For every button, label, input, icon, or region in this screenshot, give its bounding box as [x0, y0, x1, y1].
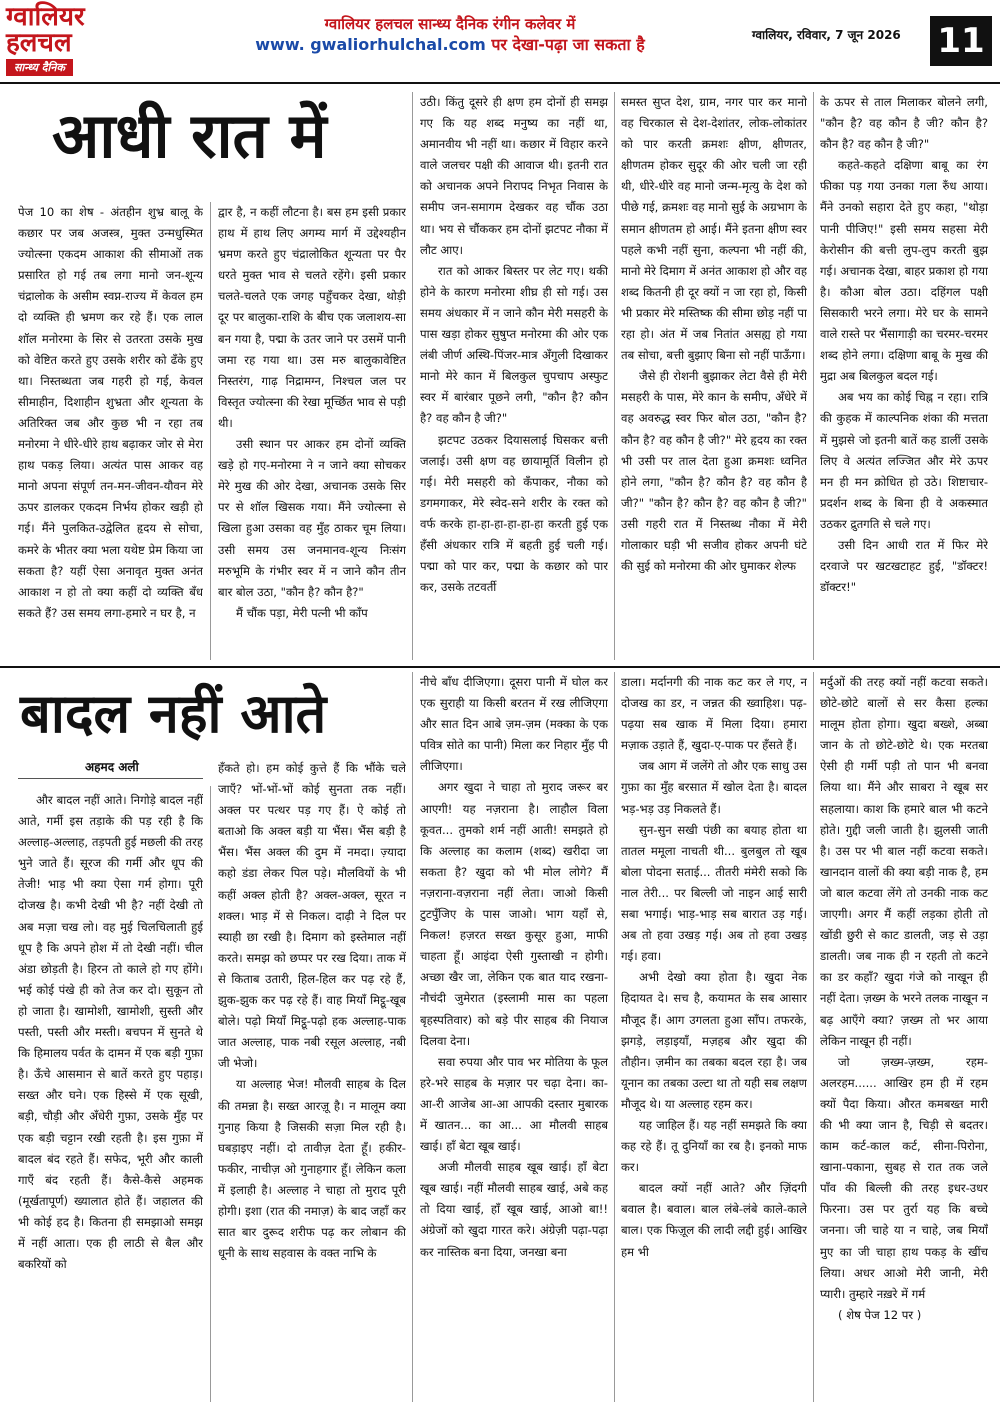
story1-col2-text: द्वार है, न कहीं लौटना है। बस हम इसी प्रकार हाथ में हाथ लिए अगम्य मार्ग में उद्देश्यहीन भ्रमण करते हुए चंद्रालोकित शून्यता पर पैर धरते मुक्त भाव से चलते रहेंगे। इसी प्रकार चलते-चलते एक जगह पहुँचकर देखा, थोड़ी दूर पर बालुका-राशि के बीच एक जलाशय-सा बन गया है, पद्मा के उतर जाने पर उसमें पानी जमा रह गया था। उस मरु बालुकावेष्टित निस्तरंग, गाढ़ निद्रामग्न, निश्चल जल पर विस्तृत ज्योत्स्ना की रेखा मूर्च्छित भाव से पड़ी थी। — [218, 205, 406, 430]
story2-headline: बादल नहीं आते — [20, 682, 327, 745]
logo-line2: हलचल — [6, 28, 72, 58]
column-divider — [412, 92, 413, 660]
story2-col4-para2: जब आग में जलेंगे तो और एक साधु उस गुफ़ा का मुँह बरसात में खोल देता है। बादल भड़-भड़ उड़ निकलते हैं। — [621, 759, 807, 816]
story1-col5-para4: उसी दिन आधी रात में फिर मेरे दरवाजे पर खटखटाहट हुई, "डॉक्टर! डॉक्टर!" — [820, 537, 988, 595]
column-divider — [813, 672, 814, 1402]
story2-column-5 — [820, 672, 988, 1402]
logo-tagline: सान्ध्य दैनिक — [6, 59, 73, 76]
story2-col4-para5: यह जाहिल हैं। यह नहीं समझते कि क्या कह रहे हैं। तू दुनियाँ का रब है। इनको माफ कर। — [621, 1117, 807, 1175]
story2-col3-text: नीचे बाँध दीजिएगा। दूसरा पानी में घोल कर एक सुराही या किसी बरतन में रख लीजिएगा और सात दिन आबे ज़म-ज़म (मक्का के एक पवित्र सोते का पानी) मिला कर निहार मुँह पी लीजिएगा। — [420, 675, 608, 774]
logo-line1: ग्वालियर — [6, 2, 85, 32]
story2-column-4 — [621, 672, 807, 1402]
story1-col2-para3: मैं चौंक पड़ा, मेरी पत्नी भी काँप — [236, 605, 368, 620]
story1-col3-para2: रात को आकर बिस्तर पर लेट गए। थकी होने के कारण मनोरमा शीघ्र ही सो गई। उस समय अंधकार में न जाने कौन मेरी मसहरी के पास खड़ा होकर सुषुप्त मनोरमा की ओर एक लंबी जीर्ण अस्थि-पिंजर-मात्र अँगुली दिखाकर मानो मेरे कान में बिलकुल चुपचाप अस्फुट स्वर में बारंबार पूछने लगी, "कौन है? कौन है? वह कौन है जी?" — [420, 263, 608, 426]
story1-col5-para3: अब भय का कोई चिह्न न रहा। रात्रि की कुहक में काल्पनिक शंका की मत्तता में मुझसे जो इतनी बातें कह डालीं उसके लिए वे अत्यंत लज्जित और मेरे ऊपर मन ही मन क्रोधित हो उठे। शिष्टाचार-प्रदर्शन शब्द के बिना ही वे अकस्मात उठकर द्रुतगति से चले गए। — [820, 390, 988, 531]
story2-col4-para4: अभी देखो क्या होता है। खुदा नेक हिदायत दे। सच है, कयामत के सब आसार मौजूद हैं। आग उगलता हुआ साँप। तफरके, झगड़े, लड़ाइयाँ, मज़हब और खुदा की तौहीन। ज़मीन का तबका बदल रहा है। जब यूनान का तबका उल्टा था तो यही सब लक्षण मौजूद थे। या अल्लाह रहम कर। — [621, 970, 807, 1111]
column-divider — [412, 672, 413, 1402]
story1-col5-para2: कहते-कहते दक्षिणा बाबू का रंग फीका पड़ गया उनका गला रुँध आया। मैंने उनको सहारा देते हुए कहा, "थोड़ा पानी पीजिए!" इसी समय सहसा मेरी केरोसीन की बत्ती लुप-लुप करती बुझ गई। अचानक देखा, बाहर प्रकाश हो गया है। कौआ बोल उठा। दहिंगल पक्षी सिसकारी भरने लगा। मेरे घर के सामने वाले रास्ते पर भैंसागाड़ी का चरमर-चरमर शब्द होने लगा। दक्षिणा बाबू के मुख की मुद्रा अब बिलकुल बदल गई। — [820, 158, 988, 384]
story1-column-5 — [820, 92, 988, 660]
story2-col3-para3: सवा रुपया और पाव भर मोतिया के फूल हरे-भरे साहब के मज़ार पर चढ़ा देना। का-आ-री आजेब आ-आ आपकी दस्तार मुबारक में खातन... का आ... आ मौलवी साहब खाई। हाँ बेटा खूब खाई। — [420, 1054, 608, 1154]
column-divider — [210, 786, 211, 1402]
story1-col3-text: उठी। किंतु दूसरे ही क्षण हम दोनों ही समझ गए कि यह शब्द मनुष्य का नहीं था, अमानवीय भी नहीं था। कछार में विहार करने वाले जलचर पक्षी की आवाज थी। इतनी रात को अचानक अपने निरापद निभृत निवास के समीप जन-समागम देखकर वह चौंक उठा था। भय से चौंककर हम दोनों झटपट नौका में लौट आए। — [420, 95, 608, 257]
story2-col2-text: हँकते हो। हम कोई कुत्ते हैं कि भौंके चले जाएँ? भों-भों-भों कोई सुनता तक नहीं। अक्ल पर पत्थर पड़ गए हैं। ऐ कोई तो बताओ कि अक्ल बड़ी या भैंस। भैंस बड़ी है भैंस। भैंस अक्ल की दुम में नमदा। ज़्यादा कहो डंडा लेकर पिल पड़े। मौलवियों के भी कहीं अक्ल होती है? अक्ल-अक्ल, सूरत न शक्ल। भाड़ में से निकल। दाढ़ी ने दिल पर स्याही छा रखी है। दिमाग को इस्तेमाल नहीं करते। समझ को छप्पर पर रख दिया। ताक में से किताब उतारी, हिल-हिल कर पढ़ रहे हैं, झुक-झुक कर पढ़ रहे हैं। वाह मियाँ मिट्ठू-खूब बोले। पढ़ो मियाँ मिट्ठू-पढ़ो हक अल्लाह-पाक जात अल्लाह, पाक नबी रसूल अल्लाह, नबी जी भेजो। — [218, 761, 406, 1071]
story2-column-3 — [420, 672, 608, 1402]
story2-col4-para3: सुन-सुन सखी पंछी का बयाह होता था तातल ममूला नाचती थी... बुलबुल तो खूब बोला पोदना सताई... तीतरी मंमेरी सको कि नाल तेरी... पर बिल्ली जो नाइन आई सारी सबा भगाई। भाड़-भाड़ सब बारात उड़ गई। अब तो हवा उखड़ गई। अब तो हवा उखड़ गई। हवा। — [621, 822, 807, 964]
story2-col4-text: डाला। मर्दानगी की नाक कट कर ले गए, न दोजख का डर, न जन्नत की ख्वाहिश। पढ़-पढ़या सब खाक में मिला दिया। हमारा मज़ाक उड़ाते हैं, खुदा-ए-पाक पर हँसते हैं। — [621, 675, 807, 753]
story2-column-2 — [218, 758, 406, 1402]
column-divider — [614, 672, 615, 1402]
page-number: 11 — [930, 16, 992, 66]
story2-col5-para2: जो ज़ख्म-ज़ख्म, रहम-अलरहम...... आखिर हम ही में रहम क्यों पैदा किया। औरत कमबख्त मारी की भी क्या जान है, चिड़ी से बदतर। काम कर्ट-काल कर्ट, सीना-पिरोना, खाना-पकाना, सुबह से रात तक जले पाँव की बिल्ली की तरह इधर-उधर फिरना। उस पर तुर्रा यह कि बच्चे जनना। जी चाहे या न चाहे, जब मियाँ मुए का जी चाहा हाथ पकड़ के खींच लिया। अधर आओ मेरी जानी, मेरी प्यारी। तुम्हारे नख़रे में गर्म — [820, 1054, 988, 1301]
masthead — [0, 0, 1000, 82]
story2-col2-para2: या अल्लाह भेज! मौलवी साहब के दिल की तमन्ना है। सख्त आरज़ू है। न मालूम क्या गुनाह किया है जिसकी सज़ा मिल रही है। घबड़ाइए नहीं। दो तावीज़ देता हूँ। हकीर-फकीर, नाचीज़ ओ गुनाहगार हूँ। लेकिन कला में इलाही है। अल्लाह ने चाहा तो मुराद पूरी होगी। इशा (रात की नमाज़) के बाद जहाँ कर सात बार दुरूद शरीफ पढ़ कर लोबान की धूनी के साथ सहवास के वक्त नाभि के — [218, 1077, 406, 1261]
promo-line2 — [170, 34, 730, 56]
story1-col3-para3: झटपट उठकर दियासलाई घिसकर बत्ती जलाई। उसी क्षण वह छायामूर्ति विलीन हो गई। मेरी मसहरी को कँपाकर, नौका को डगमगाकर, मेरे स्वेद-सने शरीर के रक्त को वर्फ करके हा-हा-हा-हा-हा-हा करती हुई एक हँसी अंधकार रात्रि में बहती हुई चली गई। पद्मा को पार कर, पद्मा के कछार को पार कर, उसके तटवर्ती — [420, 432, 608, 595]
story2-col4-para6: बादल क्यों नहीं आते? और ज़िंदगी बवाल है। बवाल। बाल लंबे-लंबे काले-काले बाल। एक फिज़ूल की लादी लद्दी हुई। आखिर हम भी — [621, 1181, 807, 1259]
story2-col3-para4: अजी मौलवी साहब खूब खाई। हाँ बेटा खूब खाई। नहीं मौलवी साहब खाई, अबे कह तो दिया खाई, हाँ खूब खाई, आओ बा!! अंग्रेजों को खुदा गारत करे। अंग्रेज़ी पढ़ा-पढ़ा कर नास्तिक बना दिया, जनखा बना — [420, 1160, 608, 1259]
column-divider — [813, 92, 814, 660]
promo-banner — [170, 14, 730, 56]
story1-col5-text: के ऊपर से ताल मिलाकर बोलने लगी, "कौन है? वह कौन है जी? कौन है? कौन है? वह कौन है जी?" — [820, 95, 988, 152]
story2-column-1 — [18, 790, 203, 1402]
story1-column-2 — [218, 202, 406, 660]
story1-col1-text: पेज 10 का शेष - अंतहीन शुभ्र बालू के कछार पर जब अजस्त्र, मुक्त उन्मधुस्मित ज्योत्स्ना एकदम आकाश की सीमाओं तक प्रसारित हो गई तब लगा मानो जन-शून्य चंद्रालोक के असीम स्वप्न-राज्य में केवल हम दो व्यक्ति ही भ्रमण कर रहे हैं। एक लाल शॉल मनोरमा के सिर से उतरता उसके मुख को वेष्टित करते हुए उसके शरीर को ढँके हुए था। निस्तब्धता जब गहरी हो गई, केवल सीमाहीन, दिशाहीन शुभ्रता और शून्यता के अतिरिक्त जब और कुछ भी न रहा तब मनोरमा ने धीरे-धीरे हाथ बढ़ाकर जोर से मेरा हाथ पकड़ लिया। अत्यंत पास आकर वह मानो अपना संपूर्ण तन-मन-जीवन-यौवन मेरे ऊपर डालकर एकदम निर्भय होकर खड़ी हो गई। मैंने पुलकित-उद्वेलित हृदय से सोचा, कमरे के भीतर क्या भला यथेष्ट प्रेम किया जा सकता है? यहीं ऐसा अनावृत मुक्त अनंत आकाश न हो तो क्या कहीं दो व्यक्ति बँध सकते हैं? उस समय लगा-हमारे न घर है, न — [18, 205, 203, 620]
story2-col1-text: और बादल नहीं आते। निगोड़े बादल नहीं आते, गर्मी इस तड़ाके की पड़ रही है कि अल्लाह-अल्लाह, तड़पती हुई मछली की तरह भुने जाते हैं। सूरज की गर्मी और धूप की तेजी! भाड़ भी क्या ऐसा गर्म होगा। पूरी दोजख है। कभी देखी भी है? नहीं देखी तो अब मज़ा चख लो। वह मुई चिलचिलाती हुई धूप है कि अपने होश में तो देखी नहीं। चील अंडा छोड़ती है। हिरन तो काले हो गए होंगे। भई कोई पंखे ही को तेज कर दो। सुकून तो हो जाता है। खामोशी, खामोशी, सुस्ती और पस्ती, पस्ती और मस्ती। बचपन में सुनते थे कि हिमालय पर्वत के दामन में एक बड़ी गुफ़ा है। ऊँचे आसमान से बातें करते हुए पहाड़। सख्त और घने। एक हिस्से में एक सूखी, बड़ी, चौड़ी और अँधेरी गुफ़ा, उसके मुँह पर एक बड़ी चट्टान रखी रहती है। इस गुफ़ा में बादल बंद रहते हैं। सफेद, भूरी और काली गाएँ बंद रहती हैं। कैसे-कैसे अहमक (मूर्खतापूर्ण) ख्यालात होते हैं। जहालत की भी कोई हद है। कितना ही समझाओ समझ में नहीं आता। एक ही लाठी से बैल और बकरियों को — [18, 793, 203, 1272]
story1-col4-text: समस्त सुप्त देश, ग्राम, नगर पार कर मानो वह चिरकाल से देश-देशांतर, लोक-लोकांतर को पार करती क्रमशः क्षीण, क्षीणतर, क्षीणतम होकर सुदूर की ओर चली जा रही थी, धीरे-धीरे वह मानो जन्म-मृत्यु के देश को पीछे गई, क्रमशः वह मानो सुई के अग्रभाग के समान क्षीणतम हो आई। मैंने इतना क्षीण स्वर पहले कभी नहीं सुना, कल्पना भी नहीं की, मानो मेरे दिमाग में अनंत आकाश हो और वह शब्द कितनी ही दूर क्यों न जा रहा हो, किसी भी प्रकार मेरे मस्तिष्क की सीमा छोड़ नहीं पा रहा हो। अंत में जब नितांत असह्य हो गया तब सोचा, बत्ती बुझाए बिना सो नहीं पाऊँगा। — [621, 95, 807, 363]
story1-headline: आधी रात में — [52, 99, 327, 172]
story1-col2-para2: उसी स्थान पर आकर हम दोनों व्यक्ति खड़े हो गए-मनोरमा ने न जाने क्या सोचकर मेरे मुख की ओर देखा, अचानक उसके सिर पर से शॉल खिसक गया। मैंने ज्योत्स्ना से खिला हुआ उसका वह मुँह ठाकर चूम लिया। उसी समय उस जनमानव-शून्य निःसंग मरुभूमि के गंभीर स्वर में न जाने कौन तीन बार बोल उठा, "कौन है? कौन है?" — [218, 437, 406, 599]
story2-continued-note: ( शेष पेज 12 पर ) — [838, 1307, 922, 1322]
newspaper-logo — [6, 4, 156, 78]
dateline: ग्वालियर, रविवार, 7 जून 2026 — [752, 28, 901, 42]
story1-column-4 — [621, 92, 807, 660]
promo-line2-rest: पर देखा-पढ़ा जा सकता है — [485, 35, 645, 54]
website-link[interactable]: www. gwaliorhulchal.com — [255, 35, 486, 54]
byline-rule — [18, 778, 203, 779]
promo-line1: ग्वालियर हलचल सान्ध्य दैनिक रंगीन कलेवर में — [324, 15, 576, 33]
story1-column-1 — [18, 202, 203, 660]
story2-byline: अहमद अली — [85, 760, 139, 774]
story2-col5-text: मर्दुओं की तरह क्यों नहीं कटवा सकते। छोटे-छोटे बालों से सर कैसा हल्का मालूम होता होगा। खुदा बख्शे, अब्बा जान के तो छोटे-छोटे थे। एक मरतबा ऐसी ही गर्मी पड़ी तो पान भी बनवा लिया था। मैंने और साबरा ने खूब सर सहलाया। काश कि हमारे बाल भी कटने होते। गुद्दी जली जाती है। झुलसी जाती है। उस पर भी बाल नहीं कटवा सकते। खानदान वालों की क्या बड़ी नाक है, हम जो बाल कटवा लेंगे तो उनकी नाक कट जाएगी। अगर मैं कहीं लड़का होती तो खोंडी छुरी से काट डालती, जड़ से उड़ा डालती। जब नाक ही न रहती तो कटने का डर कहाँ? खुदा गंजे को नाखून ही नहीं देता। ज़ख्म के भरने तलक नाखून न बढ़ आएँगे क्या? ज़ख्म तो भर आया लेकिन नाखून ही नहीं। — [820, 675, 988, 1048]
story1-col4-para2: जैसे ही रोशनी बुझाकर लेटा वैसे ही मेरी मसहरी के पास, मेरे कान के समीप, अँधेरे में वह अवरुद्ध स्वर फिर बोल उठा, "कौन है? कौन है? वह कौन है जी?" मेरे हृदय का रक्त भी उसी पर ताल देता हुआ क्रमशः ध्वनित होने लगा, "कौन है? कौन है? वह कौन है जी?" "कौन है? कौन है? वह कौन है जी?" उसी गहरी रात में निस्तब्ध नौका में मेरी गोलाकार घड़ी भी सजीव होकर अपनी घंटे की सुई को मनोरमा की ओर घुमाकर शेल्फ — [621, 369, 807, 574]
column-divider — [210, 202, 211, 660]
column-divider — [614, 92, 615, 660]
story-aadhi-raat-mein — [0, 84, 1000, 666]
story-baadal-nahin-aate — [0, 668, 1000, 1408]
story2-col3-para2: अगर खुदा ने चाहा तो मुराद जरूर बर आएगी! यह नज़राना है। लाहौल विला कूवत... तुमको शर्म नहीं आती! समझते हो कि अल्लाह का कलाम (शब्द) खरीदा जा सकता है? खुदा को भी मोल लोगे? मैं नज़राना-वज़राना नहीं लेता। जाओ किसी टुटपुँजिए के पास जाओ। भाग यहाँ से, निकल! हज़रत सख्त कुसूर हुआ, माफी चाहता हूँ। आइंदा ऐसी गुस्ताखी न होगी। अच्छा खैर जा, लेकिन एक बात याद रखना-नौचंदी जुमेरात (इस्लामी मास का पहला बृहस्पतिवार) को बड़े पीर साहब की नियाज दिलवा देना। — [420, 780, 608, 1048]
story1-column-3 — [420, 92, 608, 660]
